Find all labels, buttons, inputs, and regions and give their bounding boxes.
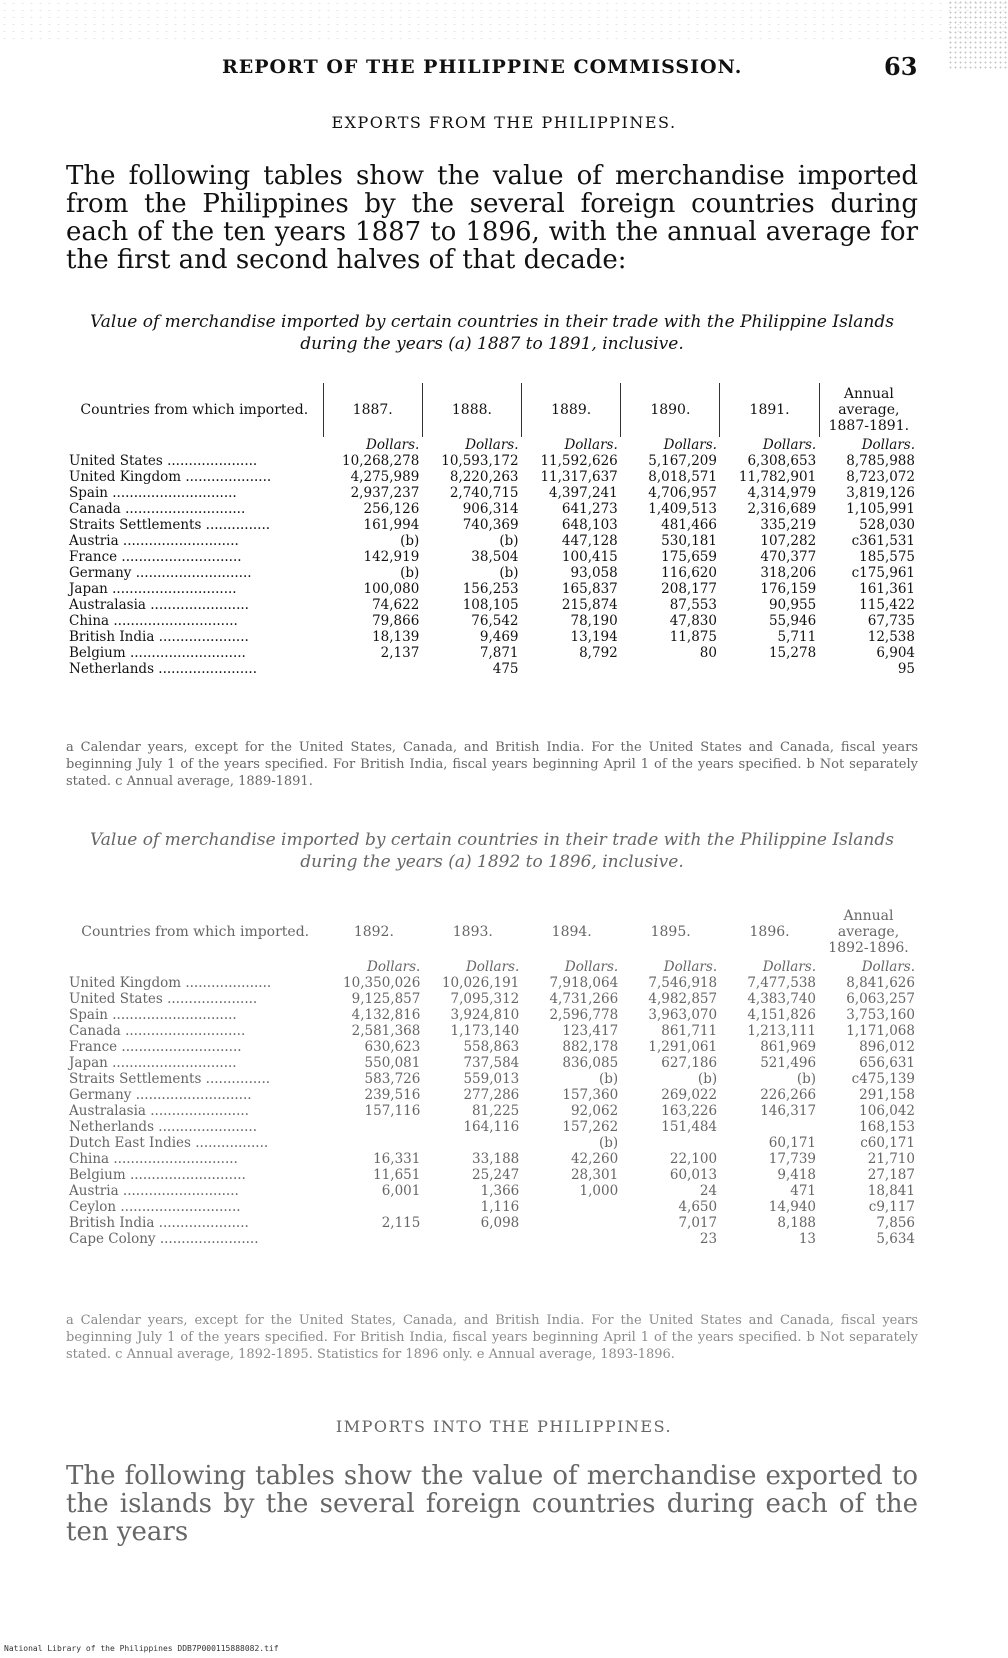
running-title: REPORT OF THE PHILIPPINE COMMISSION. xyxy=(222,56,743,78)
table-cell-value: 239,516 xyxy=(364,1087,421,1103)
table-cell-value: 79,866 xyxy=(372,613,420,629)
table-cell-value: 95 xyxy=(897,661,915,677)
table-row xyxy=(66,469,918,485)
table-row xyxy=(66,597,918,613)
table-cell-value: 4,731,266 xyxy=(549,991,619,1007)
table-cell-value: 470,377 xyxy=(760,549,817,565)
unit-label: Dollars. xyxy=(762,959,817,975)
table-row xyxy=(66,517,918,533)
table-cell-value: 5,167,209 xyxy=(648,453,717,469)
table-cell-value: 627,186 xyxy=(661,1055,718,1071)
country-name: United States ..................... xyxy=(69,991,258,1007)
unit-label: Dollars. xyxy=(663,437,717,453)
table-row xyxy=(66,1119,918,1135)
country-name: China ............................. xyxy=(69,613,238,629)
table-row xyxy=(66,645,918,661)
table-row xyxy=(66,1007,918,1023)
table-cell-value: 630,623 xyxy=(364,1039,421,1055)
table-cell-value: 17,739 xyxy=(768,1151,817,1167)
table-cell-value: 3,924,810 xyxy=(450,1007,520,1023)
table-cell-value: 93,058 xyxy=(570,565,618,581)
table-cell-value: 115,422 xyxy=(859,597,915,613)
country-name: United Kingdom .................... xyxy=(69,975,272,991)
table-cell-value: 6,904 xyxy=(876,645,915,661)
table2-col-average: Annual average, 1892-1896. xyxy=(828,908,909,956)
table-cell-value: 559,013 xyxy=(463,1071,520,1087)
table-cell-value: 550,081 xyxy=(364,1055,421,1071)
table-cell-value: 4,383,740 xyxy=(747,991,817,1007)
table2-col-year: 1894. xyxy=(551,924,592,940)
table2-units-row xyxy=(66,959,918,975)
country-name: British India ..................... xyxy=(69,1215,249,1231)
table-cell-value: 2,740,715 xyxy=(449,485,519,501)
table-cell-value: 60,013 xyxy=(669,1167,718,1183)
table2-caption-line1: Value of merchandise imported by certain countries in their trade with the Philippine Islands xyxy=(90,830,894,850)
table1-caption-line2: during the years (a) 1887 to 1891, inclusive. xyxy=(300,334,684,354)
table-cell-value: 6,001 xyxy=(381,1183,421,1199)
imports-intro: The following tables show the value of merchandise exported to the islands by the several foreign countries during each of the ten years xyxy=(66,1461,918,1547)
country-name: Belgium ........................... xyxy=(69,1167,246,1183)
table-cell-value: 176,159 xyxy=(760,581,817,597)
table-cell-value: 151,484 xyxy=(661,1119,718,1135)
table1 xyxy=(66,383,918,677)
table-cell-value: 4,397,241 xyxy=(549,485,618,501)
table-cell-value: 164,116 xyxy=(463,1119,520,1135)
table-cell-value: 7,918,064 xyxy=(549,975,619,991)
table-cell-value: (b) xyxy=(697,1071,718,1087)
table-cell-value xyxy=(621,1135,720,1151)
table1-col-year: 1887. xyxy=(323,383,422,437)
table-row xyxy=(66,565,918,581)
table-cell-value: 100,080 xyxy=(363,581,420,597)
table-row xyxy=(66,581,918,597)
table-cell-value: 8,220,263 xyxy=(449,469,519,485)
table1-col-country: Countries from which imported. xyxy=(80,402,309,418)
table-cell-value: 14,940 xyxy=(768,1199,817,1215)
table-cell-value: 11,592,626 xyxy=(540,453,618,469)
table-cell-value: 11,875 xyxy=(669,629,717,645)
table-row xyxy=(66,1215,918,1231)
table-cell-value xyxy=(522,1231,621,1247)
unit-label: Dollars. xyxy=(762,437,817,453)
table-cell-value: 92,062 xyxy=(570,1103,619,1119)
table-cell-value: 28,301 xyxy=(570,1167,619,1183)
table-cell-value: 12,538 xyxy=(867,629,915,645)
table-row xyxy=(66,1103,918,1119)
table-cell-value: 13 xyxy=(798,1231,817,1247)
scan-footer-stamp: National Library of the Philippines DDB7P000115888082.tif xyxy=(4,1644,279,1653)
table-cell-value: 8,792 xyxy=(579,645,618,661)
unit-label: Dollars. xyxy=(366,437,420,453)
table-cell-value: 15,278 xyxy=(768,645,817,661)
table-cell-value: (b) xyxy=(400,565,420,581)
exports-heading: EXPORTS FROM THE PHILIPPINES. xyxy=(331,113,677,132)
table-cell-value: 8,723,072 xyxy=(846,469,915,485)
table2-footnote: a Calendar years, except for the United States, Canada, and British India. For the United States and Canada, fiscal years beginning July 1 of the years specified. For British India, fiscal years beginning April 1 of the years specified. b Not separately stated. c Annual average, 1892-1895. Statistics for 1896 only. e Annual average, 1893-1896. xyxy=(66,1313,918,1362)
table-cell-value: 6,098 xyxy=(480,1215,520,1231)
table-cell-value: 1,291,061 xyxy=(648,1039,718,1055)
table-cell-value: 123,417 xyxy=(562,1023,619,1039)
unit-label: Dollars. xyxy=(465,959,520,975)
table-cell-value: 8,785,988 xyxy=(846,453,915,469)
country-name: Austria ........................... xyxy=(69,1183,239,1199)
table-cell-value: 67,735 xyxy=(867,613,915,629)
country-name: United Kingdom .................... xyxy=(69,469,272,485)
table-cell-value: 583,726 xyxy=(364,1071,421,1087)
table-cell-value: (b) xyxy=(599,1135,619,1151)
table-cell-value: 23 xyxy=(699,1231,718,1247)
table-cell-value: 1,116 xyxy=(480,1199,520,1215)
table-cell-value: 861,969 xyxy=(760,1039,817,1055)
country-name: Germany ........................... xyxy=(69,565,252,581)
table-cell-value: 3,963,070 xyxy=(648,1007,718,1023)
table2-col-year: 1895. xyxy=(650,924,691,940)
unit-label: Dollars. xyxy=(663,959,718,975)
table-cell-value: 475 xyxy=(492,661,519,677)
table-cell-value: 157,116 xyxy=(364,1103,421,1119)
table-row xyxy=(66,661,918,677)
table-cell-value: 10,350,026 xyxy=(343,975,421,991)
table-cell-value: 7,871 xyxy=(479,645,519,661)
country-name: Canada ............................ xyxy=(69,501,246,517)
table-cell-value: 163,226 xyxy=(661,1103,718,1119)
table-row xyxy=(66,1055,918,1071)
table-cell-value xyxy=(324,1231,423,1247)
table-row xyxy=(66,1135,918,1151)
table-cell-value: 161,994 xyxy=(363,517,420,533)
table-cell-value: 4,132,816 xyxy=(351,1007,421,1023)
table2-col-year: 1893. xyxy=(452,924,493,940)
table-row xyxy=(66,549,918,565)
country-name: Japan ............................. xyxy=(69,581,237,597)
table-cell-value: 18,139 xyxy=(372,629,420,645)
table-cell-value: 836,085 xyxy=(562,1055,619,1071)
table-cell-value: 641,273 xyxy=(561,501,618,517)
table-cell-value: 471 xyxy=(790,1183,817,1199)
table-cell-value: 1,173,140 xyxy=(450,1023,520,1039)
country-name: France ............................ xyxy=(69,549,242,565)
table-cell-value xyxy=(720,661,819,677)
table-cell-value: (b) xyxy=(499,565,519,581)
table-cell-value: 16,331 xyxy=(373,1151,421,1167)
table-row xyxy=(66,975,918,991)
table-cell-value: 87,553 xyxy=(669,597,717,613)
table-cell-value: 55,946 xyxy=(768,613,817,629)
table-cell-value: 8,018,571 xyxy=(648,469,717,485)
table-cell-value: 175,659 xyxy=(661,549,717,565)
table-cell-value xyxy=(324,1119,423,1135)
table-cell-value: 25,247 xyxy=(472,1167,520,1183)
table-cell-value: c175,961 xyxy=(851,565,915,581)
table-cell-value: (b) xyxy=(499,533,519,549)
table-cell-value: 5,711 xyxy=(777,629,817,645)
table-cell-value: 4,151,826 xyxy=(747,1007,817,1023)
table1-col-year: 1889. xyxy=(522,383,621,437)
country-name: Canada ............................ xyxy=(69,1023,246,1039)
table-cell-value: 737,584 xyxy=(463,1055,520,1071)
table2-col-country: Countries from which imported. xyxy=(81,924,310,940)
scan-noise xyxy=(0,0,1008,44)
table-cell-value: 277,286 xyxy=(463,1087,520,1103)
unit-label: Dollars. xyxy=(465,437,519,453)
table-row xyxy=(66,1151,918,1167)
table-row xyxy=(66,1039,918,1055)
table-cell-value: 157,360 xyxy=(562,1087,619,1103)
table-cell-value: 107,282 xyxy=(760,533,817,549)
table-cell-value xyxy=(522,661,621,677)
country-name: United States ..................... xyxy=(69,453,258,469)
country-name: Australasia ....................... xyxy=(69,597,249,613)
table-cell-value: 24 xyxy=(699,1183,718,1199)
table-cell-value: 9,469 xyxy=(479,629,519,645)
table-cell-value: 861,711 xyxy=(661,1023,718,1039)
table-row xyxy=(66,1167,918,1183)
table-row xyxy=(66,1023,918,1039)
exports-intro: The following tables show the value of merchandise imported from the Philippines by the several foreign countries during each of the ten years 1887 to 1896, with the annual average for the first and second halves of that decade: xyxy=(66,161,918,275)
table2-col-year: 1892. xyxy=(353,924,394,940)
table-cell-value: 7,477,538 xyxy=(747,975,817,991)
table-cell-value: 27,187 xyxy=(867,1167,915,1183)
country-name: Ceylon ............................ xyxy=(69,1199,241,1215)
table-cell-value: 6,063,257 xyxy=(846,991,915,1007)
table-cell-value: 256,126 xyxy=(363,501,420,517)
table2-caption-line2: during the years (a) 1892 to 1896, inclusive. xyxy=(300,852,684,872)
table-cell-value xyxy=(522,1199,621,1215)
table1-units-row xyxy=(66,437,918,453)
table-cell-value: 656,631 xyxy=(859,1055,915,1071)
table-cell-value: 4,275,989 xyxy=(350,469,420,485)
table-cell-value: 648,103 xyxy=(561,517,618,533)
table-row xyxy=(66,533,918,549)
table-cell-value: c475,139 xyxy=(851,1071,915,1087)
country-name: Dutch East Indies ................. xyxy=(69,1135,269,1151)
country-name: Straits Settlements ............... xyxy=(69,517,271,533)
table-cell-value: 21,710 xyxy=(867,1151,915,1167)
table-cell-value: 168,153 xyxy=(859,1119,915,1135)
table-cell-value: 108,105 xyxy=(462,597,519,613)
table-cell-value: 10,268,278 xyxy=(342,453,420,469)
table-cell-value xyxy=(324,1199,423,1215)
table-cell-value: 4,650 xyxy=(678,1199,718,1215)
table-cell-value: 165,837 xyxy=(561,581,618,597)
table1-caption-line1: Value of merchandise imported by certain countries in their trade with the Philippine Islands xyxy=(90,312,894,332)
table-cell-value: 558,863 xyxy=(463,1039,520,1055)
unit-label: Dollars. xyxy=(367,959,421,975)
unit-label: Dollars. xyxy=(861,959,915,975)
table-cell-value: 208,177 xyxy=(661,581,717,597)
country-name: Cape Colony ....................... xyxy=(69,1231,259,1247)
table-cell-value: 7,095,312 xyxy=(450,991,520,1007)
table-cell-value: 291,158 xyxy=(859,1087,915,1103)
table2-caption xyxy=(66,829,918,873)
table-cell-value: 2,115 xyxy=(381,1215,421,1231)
table-cell-value: 185,575 xyxy=(859,549,915,565)
table-cell-value: 10,593,172 xyxy=(441,453,519,469)
table-cell-value: 447,128 xyxy=(561,533,618,549)
country-name: British India ..................... xyxy=(69,629,249,645)
table2-col-year: 1896. xyxy=(749,924,790,940)
table-row xyxy=(66,1087,918,1103)
table-cell-value: 530,181 xyxy=(661,533,717,549)
country-name: Spain ............................. xyxy=(69,485,237,501)
page-number: 63 xyxy=(884,52,918,81)
country-name: Straits Settlements ............... xyxy=(69,1071,271,1087)
table-cell-value xyxy=(522,1215,621,1231)
country-name: Netherlands ....................... xyxy=(69,1119,257,1135)
table-cell-value xyxy=(324,1135,423,1151)
table-cell-value: c9,117 xyxy=(868,1199,915,1215)
table-cell-value: 740,369 xyxy=(462,517,519,533)
table-cell-value: 3,753,160 xyxy=(846,1007,915,1023)
country-name: Japan ............................. xyxy=(69,1055,237,1071)
country-name: Netherlands ....................... xyxy=(69,661,257,677)
table1-col-year: 1891. xyxy=(720,383,819,437)
table-cell-value: 335,219 xyxy=(760,517,817,533)
table-cell-value: 882,178 xyxy=(562,1039,619,1055)
table-cell-value: 4,314,979 xyxy=(747,485,817,501)
table-cell-value: 42,260 xyxy=(570,1151,619,1167)
table-row xyxy=(66,629,918,645)
table-cell-value: 896,012 xyxy=(859,1039,915,1055)
table-cell-value: 60,171 xyxy=(768,1135,817,1151)
table-cell-value: 7,546,918 xyxy=(648,975,718,991)
country-name: Spain ............................. xyxy=(69,1007,237,1023)
table-cell-value: 80 xyxy=(699,645,717,661)
table-cell-value: 106,042 xyxy=(859,1103,915,1119)
table-cell-value: 7,017 xyxy=(678,1215,718,1231)
country-name: Austria ........................... xyxy=(69,533,239,549)
table-cell-value: (b) xyxy=(400,533,420,549)
table-row xyxy=(66,1231,918,1247)
table-cell-value: 146,317 xyxy=(760,1103,817,1119)
unit-label: Dollars. xyxy=(861,437,915,453)
table-cell-value: 269,022 xyxy=(661,1087,718,1103)
table-cell-value: 1,000 xyxy=(579,1183,619,1199)
table-cell-value: 9,418 xyxy=(777,1167,817,1183)
table-cell-value: 78,190 xyxy=(570,613,618,629)
table-cell-value: 11,317,637 xyxy=(540,469,618,485)
table-row xyxy=(66,453,918,469)
table1-col-year: 1890. xyxy=(621,383,720,437)
table-cell-value: 142,919 xyxy=(363,549,420,565)
table-cell-value: 226,266 xyxy=(760,1087,817,1103)
table-cell-value: 76,542 xyxy=(471,613,519,629)
unit-label: Dollars. xyxy=(564,959,619,975)
table-cell-value: 4,706,957 xyxy=(648,485,717,501)
table-cell-value: 81,225 xyxy=(472,1103,520,1119)
table-cell-value: 1,171,068 xyxy=(846,1023,915,1039)
table-cell-value: 2,581,368 xyxy=(351,1023,421,1039)
table-cell-value: 8,188 xyxy=(777,1215,817,1231)
table-cell-value: 116,620 xyxy=(661,565,717,581)
table-cell-value: 156,253 xyxy=(462,581,519,597)
table-cell-value: 4,982,857 xyxy=(648,991,718,1007)
table-cell-value: 10,026,191 xyxy=(441,975,520,991)
table-cell-value: 7,856 xyxy=(876,1215,915,1231)
table-row xyxy=(66,501,918,517)
table-cell-value: 481,466 xyxy=(661,517,717,533)
table-cell-value: 6,308,653 xyxy=(747,453,817,469)
table1-col-year: 1888. xyxy=(422,383,521,437)
table-cell-value: 2,137 xyxy=(380,645,420,661)
table2 xyxy=(66,905,918,1247)
table-cell-value: 13,194 xyxy=(570,629,618,645)
table-cell-value: 215,874 xyxy=(561,597,618,613)
unit-label: Dollars. xyxy=(564,437,618,453)
table-row xyxy=(66,1199,918,1215)
table-cell-value: c361,531 xyxy=(851,533,915,549)
table-cell-value: 2,596,778 xyxy=(549,1007,619,1023)
table-cell-value: 1,213,111 xyxy=(747,1023,817,1039)
table-cell-value: 161,361 xyxy=(859,581,915,597)
table-cell-value: 2,937,237 xyxy=(350,485,420,501)
table-row xyxy=(66,1183,918,1199)
table-row xyxy=(66,485,918,501)
table-cell-value: 1,366 xyxy=(480,1183,520,1199)
country-name: France ............................ xyxy=(69,1039,242,1055)
table-cell-value: 18,841 xyxy=(867,1183,915,1199)
table1-col-average: Annual average, 1887-1891. xyxy=(819,383,918,437)
country-name: Belgium ........................... xyxy=(69,645,246,661)
table-cell-value: 100,415 xyxy=(561,549,618,565)
scan-corner-noise xyxy=(948,0,1008,70)
table-cell-value: 22,100 xyxy=(669,1151,718,1167)
table-cell-value: 1,409,513 xyxy=(648,501,717,517)
table-row xyxy=(66,1071,918,1087)
country-name: China ............................. xyxy=(69,1151,238,1167)
table-cell-value: 906,314 xyxy=(462,501,519,517)
table1-caption xyxy=(66,311,918,355)
table-row xyxy=(66,613,918,629)
table-cell-value xyxy=(720,1119,819,1135)
table-cell-value: 9,125,857 xyxy=(351,991,421,1007)
table-cell-value: 74,622 xyxy=(372,597,420,613)
table-cell-value: 47,830 xyxy=(669,613,717,629)
table-cell-value: 90,955 xyxy=(768,597,817,613)
table-cell-value: 11,651 xyxy=(373,1167,421,1183)
table-cell-value: 5,634 xyxy=(876,1231,915,1247)
table-cell-value: c60,171 xyxy=(860,1135,915,1151)
country-name: Germany ........................... xyxy=(69,1087,252,1103)
table-cell-value: 2,316,689 xyxy=(747,501,817,517)
table-row xyxy=(66,991,918,1007)
imports-heading: IMPORTS INTO THE PHILIPPINES. xyxy=(335,1417,673,1436)
table-cell-value xyxy=(323,661,422,677)
table-cell-value: 8,841,626 xyxy=(846,975,915,991)
table-cell-value: (b) xyxy=(796,1071,817,1087)
table-cell-value: 157,262 xyxy=(562,1119,619,1135)
country-name: Australasia ....................... xyxy=(69,1103,249,1119)
table-cell-value: 38,504 xyxy=(471,549,519,565)
table-cell-value: 521,496 xyxy=(760,1055,817,1071)
table-cell-value xyxy=(621,661,720,677)
table-cell-value: 33,188 xyxy=(472,1151,520,1167)
table-cell-value: 11,782,901 xyxy=(738,469,817,485)
table-cell-value: 528,030 xyxy=(859,517,915,533)
table-cell-value: 318,206 xyxy=(760,565,817,581)
table-cell-value: 3,819,126 xyxy=(846,485,915,501)
table-cell-value: 1,105,991 xyxy=(846,501,915,517)
table-cell-value: (b) xyxy=(599,1071,619,1087)
table-cell-value xyxy=(423,1231,522,1247)
table1-footnote: a Calendar years, except for the United States, Canada, and British India. For the United States and Canada, fiscal years beginning July 1 of the years specified. For British India, fiscal years beginning April 1 of the years specified. b Not separately stated. c Annual average, 1889-1891. xyxy=(66,740,918,789)
table-cell-value xyxy=(423,1135,522,1151)
